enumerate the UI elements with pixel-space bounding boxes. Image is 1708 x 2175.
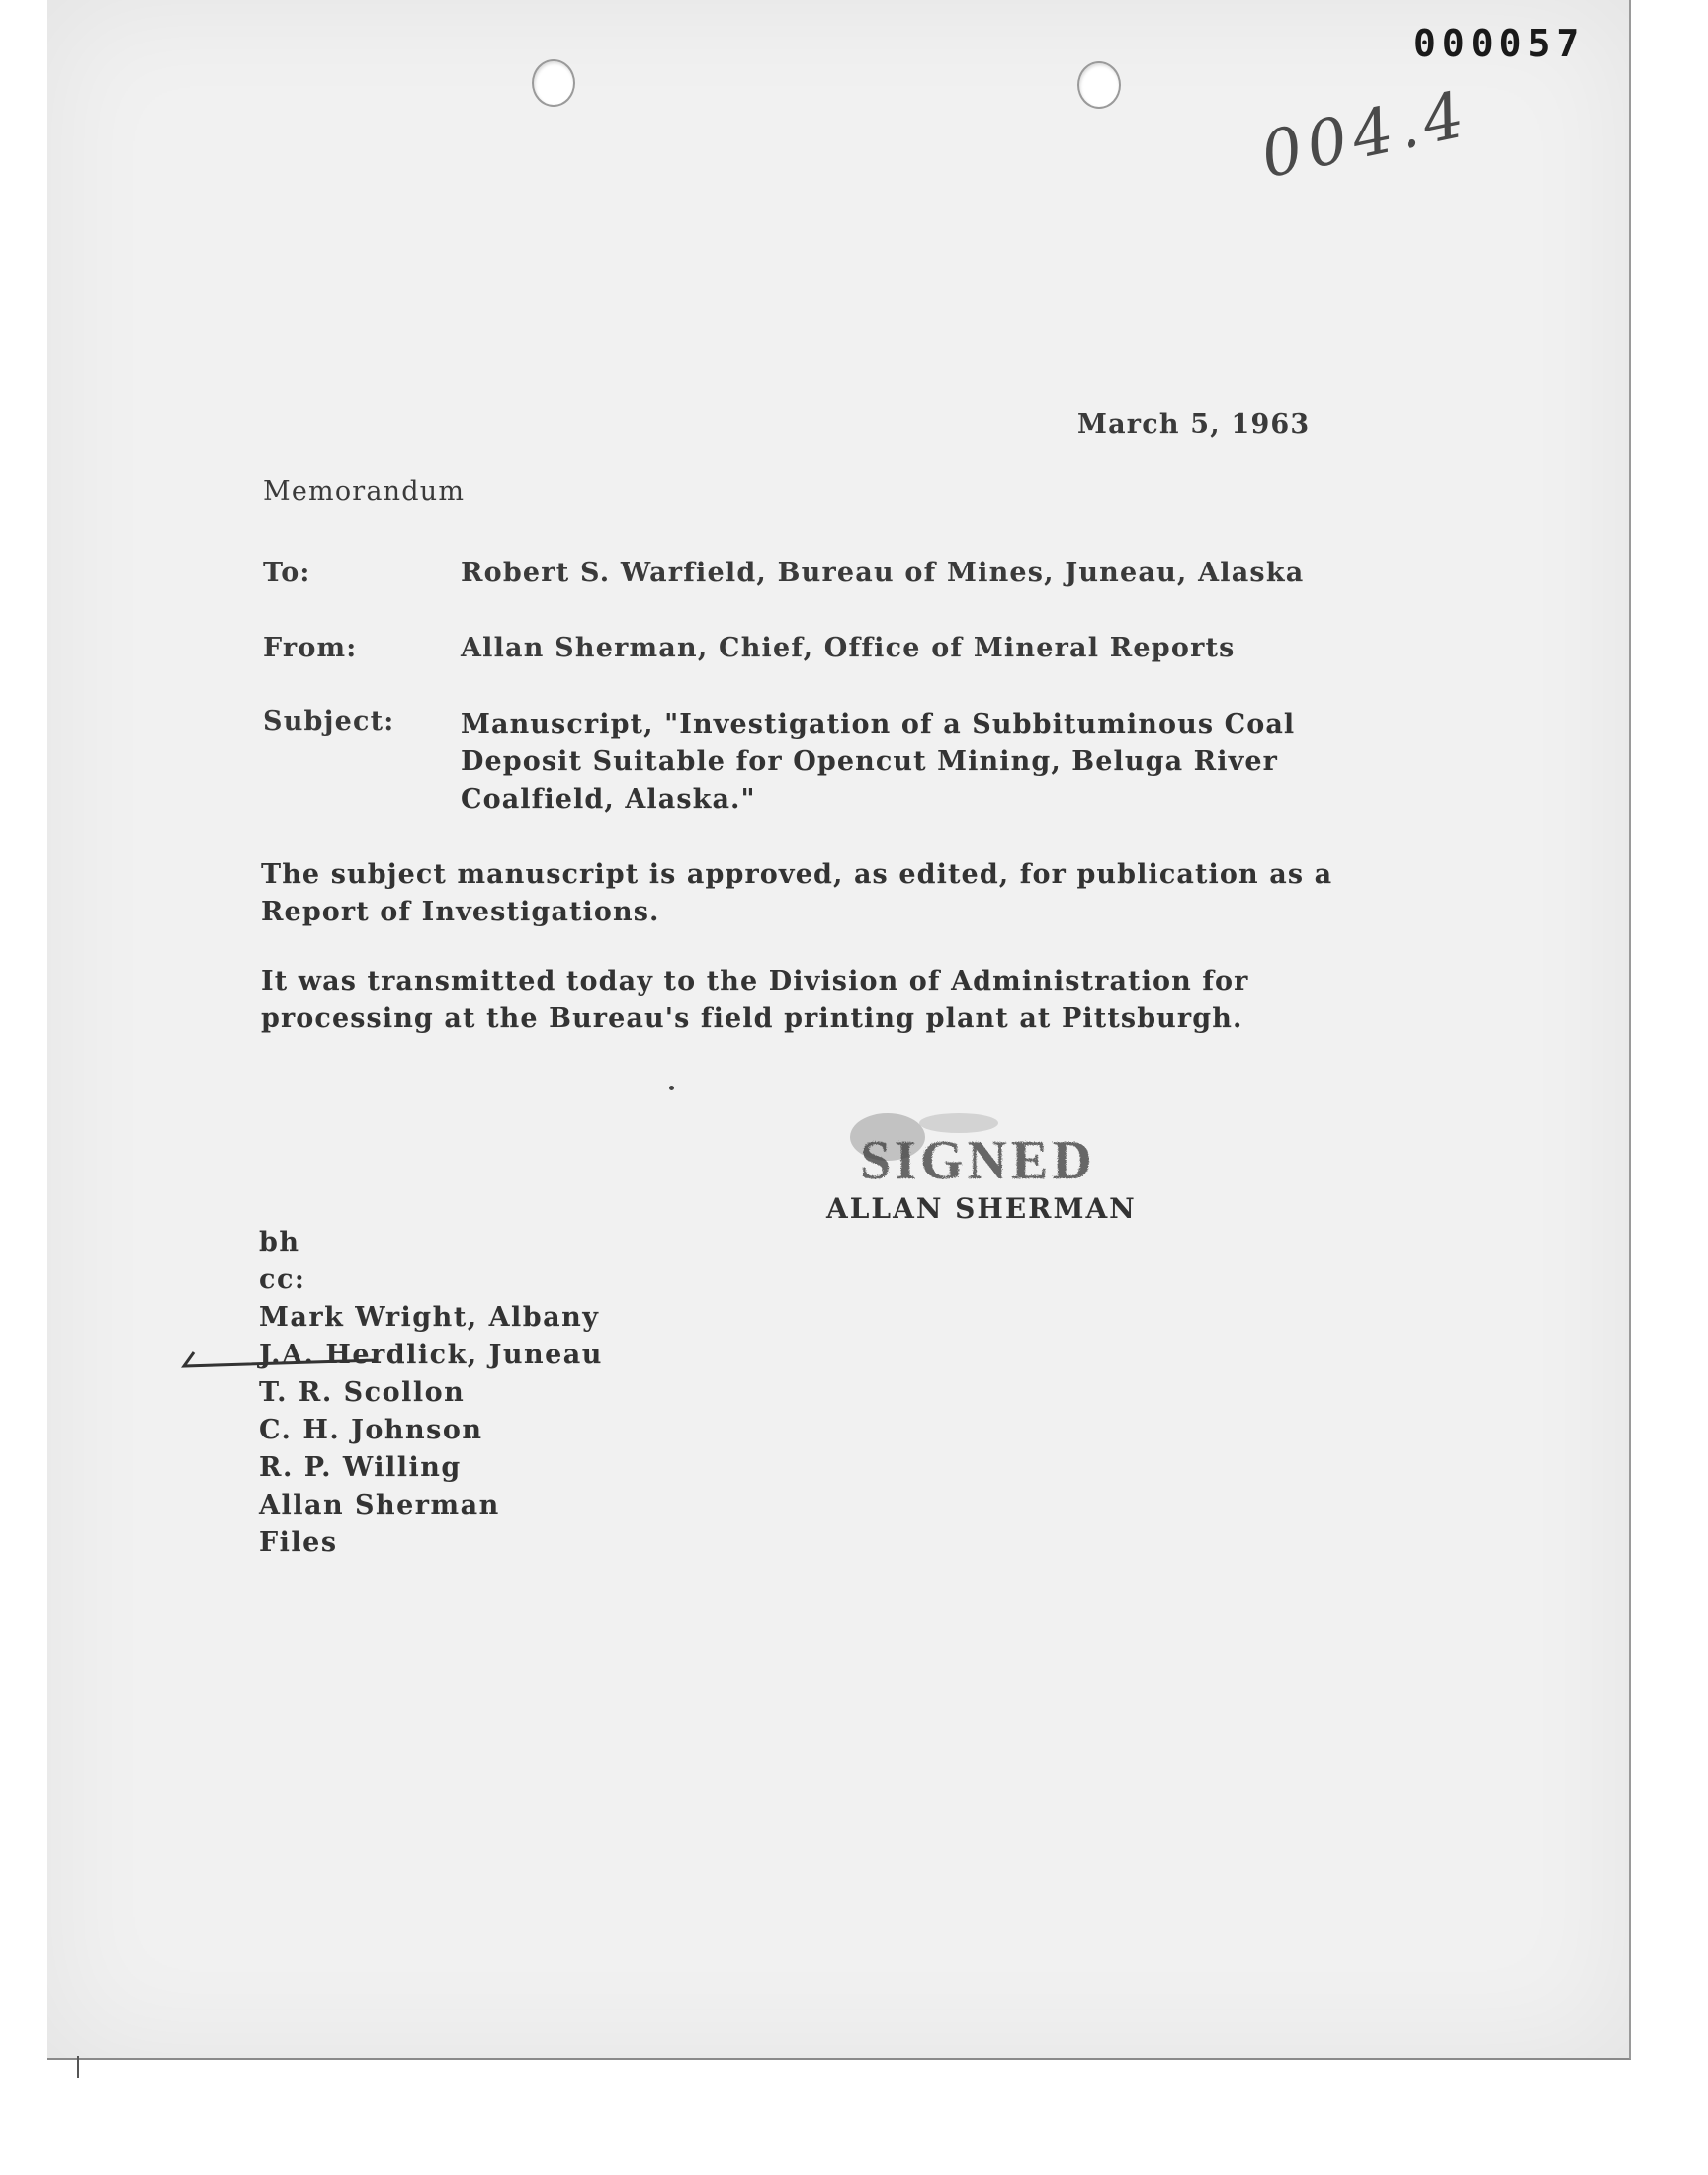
cc-recipient: J.A. Herdlick, Juneau <box>259 1340 603 1370</box>
signer-name: ALLAN SHERMAN <box>826 1192 1137 1225</box>
from-label: From: <box>263 633 358 663</box>
typist-initials: bh <box>259 1227 300 1258</box>
subject-label: Subject: <box>263 706 395 737</box>
cc-recipient: Allan Sherman <box>259 1490 500 1521</box>
cc-recipient: T. R. Scollon <box>259 1377 466 1408</box>
document-number: 000057 <box>1413 22 1585 65</box>
memo-date: March 5, 1963 <box>1077 409 1311 440</box>
subject-line: Deposit Suitable for Opencut Mining, Beluga River <box>461 746 1278 777</box>
cc-recipient: C. H. Johnson <box>259 1415 483 1445</box>
cc-recipient: Mark Wright, Albany <box>259 1302 600 1333</box>
punch-hole-left <box>532 59 575 107</box>
subject-line: Manuscript, "Investigation of a Subbituminous Coal <box>461 709 1296 740</box>
subject-value <box>461 706 1295 819</box>
to-label: To: <box>263 558 311 588</box>
distribution-list <box>259 1224 603 1562</box>
ink-speck <box>669 1086 674 1090</box>
cc-recipient: Files <box>259 1527 338 1558</box>
to-value: Robert S. Warfield, Bureau of Mines, Juneau, Alaska <box>461 558 1305 588</box>
page-edge-mark <box>77 2056 79 2078</box>
cc-recipient: R. P. Willing <box>259 1452 462 1483</box>
cc-recipient-checked <box>259 1337 603 1374</box>
handwritten-check-mark <box>180 1350 387 1370</box>
handwritten-file-code: 004.4 <box>1254 77 1477 194</box>
cc-label: cc: <box>259 1264 306 1295</box>
body-paragraph-transmittal: It was transmitted today to the Division of Administration for processing at the Bureau's field printing plant at Pittsburgh. <box>261 966 1249 1034</box>
punch-hole-right <box>1077 61 1121 109</box>
signed-stamp <box>840 1103 1107 1190</box>
body-paragraph-approval: The subject manuscript is approved, as edited, for publication as a Report of Investigations. <box>261 859 1333 927</box>
subject-line: Coalfield, Alaska." <box>461 784 756 815</box>
memo-title: Memorandum <box>263 477 466 507</box>
from-value: Allan Sherman, Chief, Office of Mineral Reports <box>461 633 1236 663</box>
stamp-text: SIGNED <box>860 1130 1096 1190</box>
